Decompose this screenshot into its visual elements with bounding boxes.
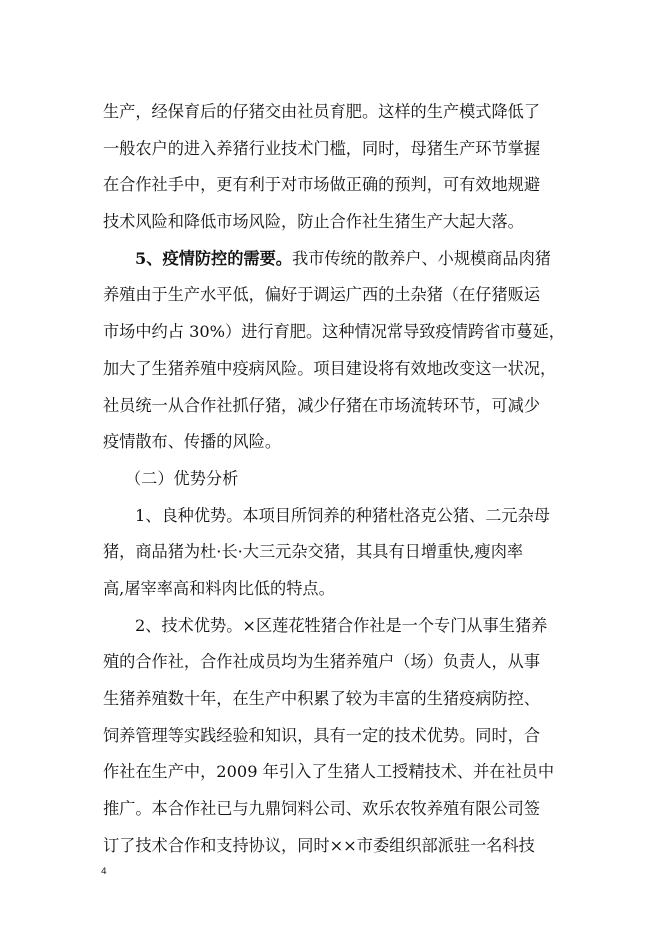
- item5-first-rest: 我市传统的散养户、小规模商品肉猪: [291, 248, 551, 268]
- adv2-first: 2、技术优势。×区莲花牲猪合作社是一个专门从事生猪养: [135, 615, 548, 635]
- item5-first-line: [103, 241, 563, 278]
- paragraph-line: 生猪养殖数十年，在生产中积累了较为丰富的生猪疫病防控、: [103, 689, 541, 708]
- paragraph-line: 作社在生产中，2009 年引入了生猪人工授精技术、并在社员中: [103, 762, 555, 782]
- paragraph-line: 生产，经保育后的仔猪交由社员育肥。这样的生产模式降低了: [103, 102, 541, 121]
- section-heading-line: [103, 461, 563, 498]
- paragraph-line: 养殖由于生产水平低，偏好于调运广西的土杂猪（在仔猪贩运: [103, 285, 541, 305]
- paragraph-line: 订了技术合作和支持协议，同时××市委组织部派驻一名科技: [103, 835, 535, 855]
- paragraph-line: 饲养管理等实践经验和知识，具有一定的技术优势。同时，合: [103, 725, 541, 745]
- paragraph-line: 一般农户的进入养猪行业技术门槛，同时，母猪生产环节掌握: [103, 138, 541, 158]
- adv1-first: 1、良种优势。本项目所饲养的种猪杜洛克公猪、二元杂母: [135, 505, 550, 525]
- paragraph-line: 殖的合作社，合作社成员均为生猪养殖户（场）负责人，从事: [103, 652, 541, 672]
- paragraph-line: 猪，商品猪为杜·长·大三元杂交猪，其具有日增重快,瘦肉率: [103, 542, 524, 562]
- section-heading: （二）优势分析: [125, 468, 239, 488]
- page-number: 4: [101, 867, 107, 877]
- paragraph-line: 推广。本合作社已与九鼎饲料公司、欢乐农牧养殖有限公司签: [103, 799, 541, 819]
- adv1-first-line: [103, 498, 563, 535]
- paragraph-line: 在合作社手中，更有利于对市场做正确的预判，可有效地规避: [103, 175, 541, 195]
- body-text: [103, 94, 563, 864]
- item5-heading: 5、疫情防控的需要。: [135, 248, 292, 268]
- paragraph-line: 技术风险和降低市场风险，防止合作社生猪生产大起大落。: [103, 212, 524, 232]
- paragraph-line: 社员统一从合作社抓仔猪，减少仔猪在市场流转环节，可减少: [103, 395, 541, 415]
- paragraph-line: 市场中约占 30%）进行育肥。这种情况常导致疫情跨省市蔓延，: [103, 322, 565, 342]
- paragraph-line: 高,屠宰率高和料肉比低的特点。: [103, 578, 335, 598]
- adv2-first-line: [103, 608, 563, 645]
- paragraph-line: 加大了生猪养殖中疫病风险。项目建设将有效地改变这一状况，: [103, 358, 557, 378]
- paragraph-line: 疫情散布、传播的风险。: [103, 432, 282, 452]
